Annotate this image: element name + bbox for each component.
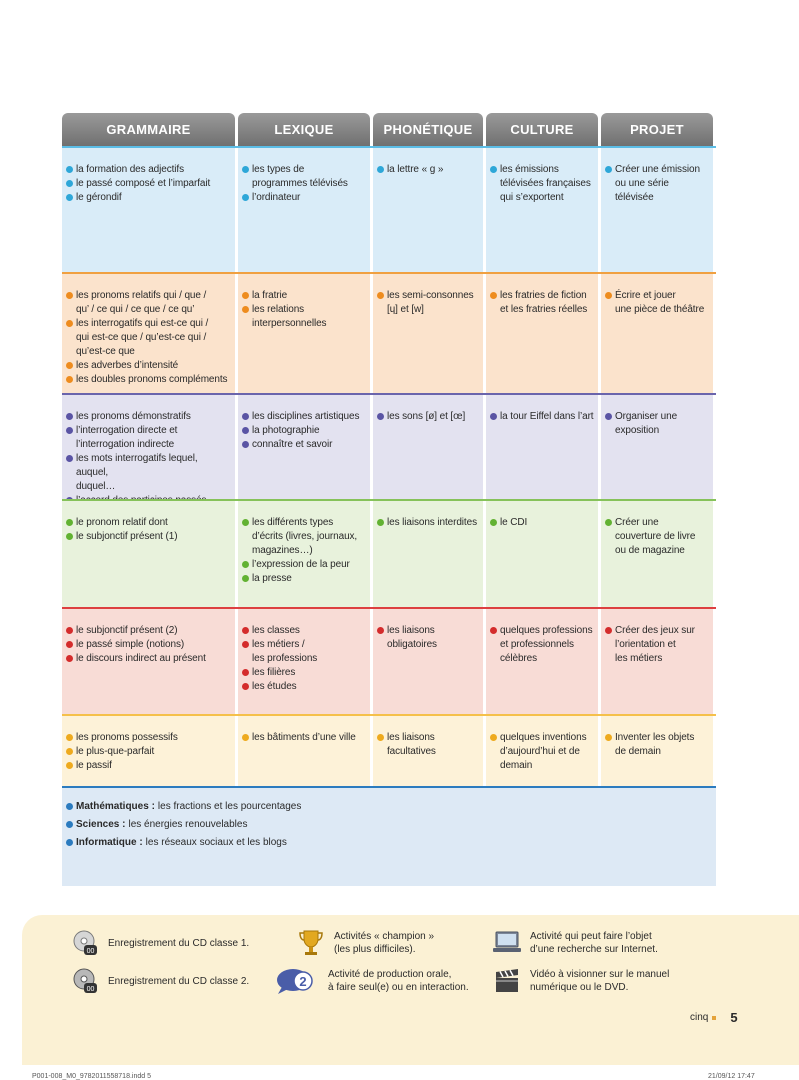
table-row — [62, 272, 716, 393]
list-item — [242, 558, 366, 572]
bullet-dot-icon — [66, 821, 73, 828]
list-item — [605, 289, 709, 317]
bullet-dot-icon — [490, 734, 497, 741]
item-text: les liaisons obligatoires — [387, 625, 437, 650]
item-text: le CDI — [500, 517, 528, 528]
cell-lexique — [238, 272, 370, 393]
item-text: les interrogatifs qui est-ce qui / qui est-ce que / qu’est-ce qui / qu’est-ce que — [76, 318, 209, 357]
bullet-dot-icon — [242, 669, 249, 676]
item-text: les mots interrogatifs lequel, auquel, duquel… — [76, 453, 198, 492]
square-bullet-icon — [712, 1016, 716, 1020]
bullet-dot-icon — [605, 734, 612, 741]
list-item — [242, 410, 366, 424]
item-text: les types de programmes télévisés — [252, 164, 348, 189]
cell-phonetique — [373, 146, 483, 272]
clapperboard-icon — [492, 967, 522, 995]
list-item — [242, 666, 366, 680]
cell-projet — [601, 393, 713, 499]
list-item — [605, 163, 709, 205]
cell-projet — [601, 272, 713, 393]
cell-culture — [486, 272, 598, 393]
trophy-icon — [296, 929, 326, 957]
item-text: les disciplines artistiques — [252, 411, 360, 422]
item-text: la tour Eiffel dans l’art — [500, 411, 594, 422]
subject-label: Informatique : — [76, 837, 143, 848]
list-item — [66, 317, 231, 359]
bullet-dot-icon — [66, 533, 73, 540]
list-item — [490, 516, 594, 530]
table-row — [62, 146, 716, 272]
cell-lexique — [238, 499, 370, 607]
cd-track-badge: 00 — [86, 948, 95, 955]
item-text: les sons [ø] et [œ] — [387, 411, 466, 422]
bullet-dot-icon — [242, 561, 249, 568]
bullet-dot-icon — [242, 413, 249, 420]
list-item — [242, 303, 366, 331]
item-text: Organiser une exposition — [615, 411, 678, 436]
item-text: quelques inventions d’aujourd’hui et de demain — [500, 732, 587, 771]
cell-projet — [601, 499, 713, 607]
list-item — [377, 731, 479, 759]
legend-text: Enregistrement du CD classe 1. — [108, 937, 250, 949]
cell-grammaire — [62, 607, 235, 714]
list-item — [242, 516, 366, 558]
cd-track-badge: 00 — [86, 986, 95, 993]
bullet-dot-icon — [242, 292, 249, 299]
table-row — [62, 607, 716, 714]
list-item — [66, 745, 231, 759]
list-item — [242, 289, 366, 303]
list-item — [66, 424, 231, 452]
page-word: cinq — [690, 1012, 709, 1023]
item-text: les fratries de fiction et les fratries réelles — [500, 290, 588, 315]
legend-cd1 — [70, 929, 249, 957]
bullet-dot-icon — [490, 627, 497, 634]
bullet-dot-icon — [377, 627, 384, 634]
item-text: les pronoms possessifs — [76, 732, 178, 743]
bullet-dot-icon — [242, 734, 249, 741]
print-slug-left: P001-008_M0_9782011558718.indd 5 — [32, 1073, 151, 1080]
legend-cd2 — [70, 967, 249, 995]
speech-bubble-icon — [276, 967, 320, 995]
bullet-dot-icon — [66, 427, 73, 434]
item-text: Créer des jeux sur l’orientation et les métiers — [615, 625, 695, 664]
list-item — [66, 191, 231, 205]
bullet-dot-icon — [242, 519, 249, 526]
cell-projet — [601, 146, 713, 272]
bullet-dot-icon — [377, 413, 384, 420]
bullet-dot-icon — [490, 519, 497, 526]
bullet-dot-icon — [242, 627, 249, 634]
list-item — [605, 624, 709, 666]
cell-phonetique — [373, 393, 483, 499]
bullet-dot-icon — [242, 683, 249, 690]
cell-culture — [486, 607, 598, 714]
subject-topic: les fractions et les pourcentages — [157, 801, 302, 812]
list-item — [490, 731, 594, 773]
cd-icon — [70, 929, 100, 957]
item-text: l’expression de la peur — [252, 559, 350, 570]
bullet-dot-icon — [605, 413, 612, 420]
bullet-dot-icon — [66, 166, 73, 173]
list-item — [66, 800, 712, 814]
list-item — [242, 191, 366, 205]
list-item — [66, 373, 231, 387]
cell-projet — [601, 607, 713, 714]
list-item — [66, 163, 231, 177]
list-item — [242, 680, 366, 694]
bullet-dot-icon — [242, 441, 249, 448]
bullet-dot-icon — [66, 762, 73, 769]
bullet-dot-icon — [242, 306, 249, 313]
bullet-dot-icon — [66, 655, 73, 662]
item-text: l’ordinateur — [252, 192, 301, 203]
bullet-dot-icon — [490, 166, 497, 173]
bullet-dot-icon — [66, 839, 73, 846]
header-lexique: LEXIQUE — [238, 113, 370, 146]
cell-culture — [486, 499, 598, 607]
subject-topic: les énergies renouvelables — [128, 819, 248, 830]
list-item — [66, 410, 231, 424]
cell-grammaire — [62, 146, 235, 272]
item-text: les adverbes d’intensité — [76, 360, 179, 371]
computer-icon — [492, 929, 522, 957]
legend-oral — [276, 967, 469, 995]
legend-text: Activités « champion » (les plus difficiles). — [334, 931, 435, 955]
legend-video — [492, 967, 669, 995]
bullet-dot-icon — [66, 734, 73, 741]
bullet-dot-icon — [490, 292, 497, 299]
item-text: les liaisons interdites — [387, 517, 477, 528]
list-item — [66, 731, 231, 745]
list-item — [490, 624, 594, 666]
list-item — [490, 163, 594, 205]
cell-culture — [486, 146, 598, 272]
list-item — [490, 289, 594, 317]
table-row — [62, 393, 716, 499]
table-row — [62, 499, 716, 607]
item-text: les relations interpersonnelles — [252, 304, 327, 329]
bullet-dot-icon — [66, 376, 73, 383]
bullet-dot-icon — [66, 292, 73, 299]
list-item — [377, 410, 479, 424]
list-item — [66, 530, 231, 544]
list-item — [66, 836, 712, 850]
item-text: le plus-que-parfait — [76, 746, 155, 757]
interdisciplinary-box — [62, 786, 716, 886]
list-item — [242, 572, 366, 586]
legend-text: Enregistrement du CD classe 2. — [108, 975, 250, 987]
list-item — [66, 289, 231, 317]
list-item — [242, 731, 366, 745]
item-text: Écrire et jouer une pièce de théâtre — [615, 290, 705, 315]
header-projet: PROJET — [601, 113, 713, 146]
list-item — [66, 624, 231, 638]
item-text: Créer une émission ou une série télévisée — [615, 164, 700, 203]
bullet-dot-icon — [66, 180, 73, 187]
cell-grammaire — [62, 272, 235, 393]
list-item — [242, 163, 366, 191]
item-text: le passif — [76, 760, 112, 771]
item-text: les semi-consonnes [ɥ] et [w] — [387, 290, 474, 315]
list-item — [377, 516, 479, 530]
item-text: les bâtiments d’une ville — [252, 732, 356, 743]
item-text: la photographie — [252, 425, 320, 436]
bullet-dot-icon — [605, 627, 612, 634]
cell-phonetique — [373, 272, 483, 393]
legend-champion — [296, 929, 434, 957]
cell-phonetique — [373, 499, 483, 607]
bullet-dot-icon — [66, 803, 73, 810]
list-item — [66, 638, 231, 652]
list-item — [605, 516, 709, 558]
item-text: la fratrie — [252, 290, 288, 301]
item-text: Créer une couverture de livre ou de magazine — [615, 517, 696, 556]
cell-grammaire — [62, 499, 235, 607]
item-text: quelques professions et professionnels célèbres — [500, 625, 593, 664]
page-footer — [690, 1010, 738, 1025]
bullet-dot-icon — [377, 292, 384, 299]
item-text: le pronom relatif dont — [76, 517, 168, 528]
bullet-dot-icon — [66, 748, 73, 755]
list-item — [242, 638, 366, 666]
bullet-dot-icon — [66, 455, 73, 462]
speech-badge: 2 — [299, 974, 307, 989]
list-item — [66, 177, 231, 191]
item-text: les émissions télévisées françaises qui s’exportent — [500, 164, 591, 203]
header-grammaire: GRAMMAIRE — [62, 113, 235, 146]
bullet-dot-icon — [66, 413, 73, 420]
item-text: le passé composé et l’imparfait — [76, 178, 211, 189]
list-item — [242, 624, 366, 638]
list-item — [242, 424, 366, 438]
list-item — [605, 731, 709, 759]
item-text: le passé simple (notions) — [76, 639, 185, 650]
list-item — [605, 410, 709, 438]
cell-grammaire — [62, 393, 235, 499]
list-item — [66, 818, 712, 832]
list-item — [377, 289, 479, 317]
bullet-dot-icon — [605, 166, 612, 173]
bullet-dot-icon — [66, 519, 73, 526]
bullet-dot-icon — [66, 320, 73, 327]
item-text: les filières — [252, 667, 296, 678]
subject-topic: les réseaux sociaux et les blogs — [145, 837, 287, 848]
bullet-dot-icon — [66, 362, 73, 369]
item-text: le subjonctif présent (2) — [76, 625, 178, 636]
bullet-dot-icon — [242, 194, 249, 201]
item-text: connaître et savoir — [252, 439, 333, 450]
subject-label: Sciences : — [76, 819, 126, 830]
item-text: le discours indirect au présent — [76, 653, 206, 664]
item-text: la formation des adjectifs — [76, 164, 185, 175]
bullet-dot-icon — [242, 575, 249, 582]
list-item — [66, 359, 231, 373]
legend-internet — [492, 929, 658, 957]
subject-label: Mathématiques : — [76, 801, 155, 812]
bullet-dot-icon — [242, 641, 249, 648]
legend-text: Vidéo à visionner sur le manuel numérique ou le DVD. — [530, 969, 670, 993]
item-text: les études — [252, 681, 297, 692]
cd-icon — [70, 967, 100, 995]
item-text: la lettre « g » — [387, 164, 444, 175]
item-text: les métiers / les professions — [252, 639, 318, 664]
item-text: Inventer les objets de demain — [615, 732, 695, 757]
cell-culture — [486, 393, 598, 499]
legend-text: Activité qui peut faire l’objet d’une recherche sur Internet. — [530, 931, 658, 955]
item-text: l’interrogation directe et l’interrogation indirecte — [76, 425, 178, 450]
item-text: les pronoms démonstratifs — [76, 411, 191, 422]
bullet-dot-icon — [377, 166, 384, 173]
item-text: les différents types d’écrits (livres, journaux, magazines…) — [252, 517, 358, 556]
item-text: les classes — [252, 625, 300, 636]
item-text: les doubles pronoms compléments — [76, 374, 228, 385]
bullet-dot-icon — [66, 194, 73, 201]
list-item — [490, 410, 594, 424]
list-item — [66, 652, 231, 666]
item-text: le gérondif — [76, 192, 122, 203]
table-header — [62, 113, 716, 146]
header-phonetique: PHONÉTIQUE — [373, 113, 483, 146]
bullet-dot-icon — [377, 519, 384, 526]
bullet-dot-icon — [605, 292, 612, 299]
bullet-dot-icon — [242, 166, 249, 173]
list-item — [377, 163, 479, 177]
list-item — [66, 759, 231, 773]
list-item — [66, 452, 231, 494]
list-item — [66, 516, 231, 530]
print-slug-right: 21/09/12 17:47 — [708, 1073, 755, 1080]
legend-panel — [22, 915, 799, 1065]
bullet-dot-icon — [490, 413, 497, 420]
bullet-dot-icon — [242, 427, 249, 434]
cell-lexique — [238, 607, 370, 714]
cell-phonetique — [373, 607, 483, 714]
table-body — [62, 146, 716, 819]
item-text: les liaisons facultatives — [387, 732, 436, 757]
cell-lexique — [238, 393, 370, 499]
header-culture: CULTURE — [486, 113, 598, 146]
item-text: les pronoms relatifs qui / que / qu’ / ce qui / ce que / ce qu’ — [76, 290, 207, 315]
list-item — [377, 624, 479, 652]
page-number: 5 — [730, 1010, 738, 1025]
bullet-dot-icon — [377, 734, 384, 741]
item-text: le subjonctif présent (1) — [76, 531, 178, 542]
legend-text: Activité de production orale, à faire seul(e) ou en interaction. — [328, 969, 469, 993]
bullet-dot-icon — [605, 519, 612, 526]
bullet-dot-icon — [66, 627, 73, 634]
list-item — [242, 438, 366, 452]
cell-lexique — [238, 146, 370, 272]
bullet-dot-icon — [66, 641, 73, 648]
curriculum-table — [62, 113, 716, 819]
item-text: la presse — [252, 573, 292, 584]
